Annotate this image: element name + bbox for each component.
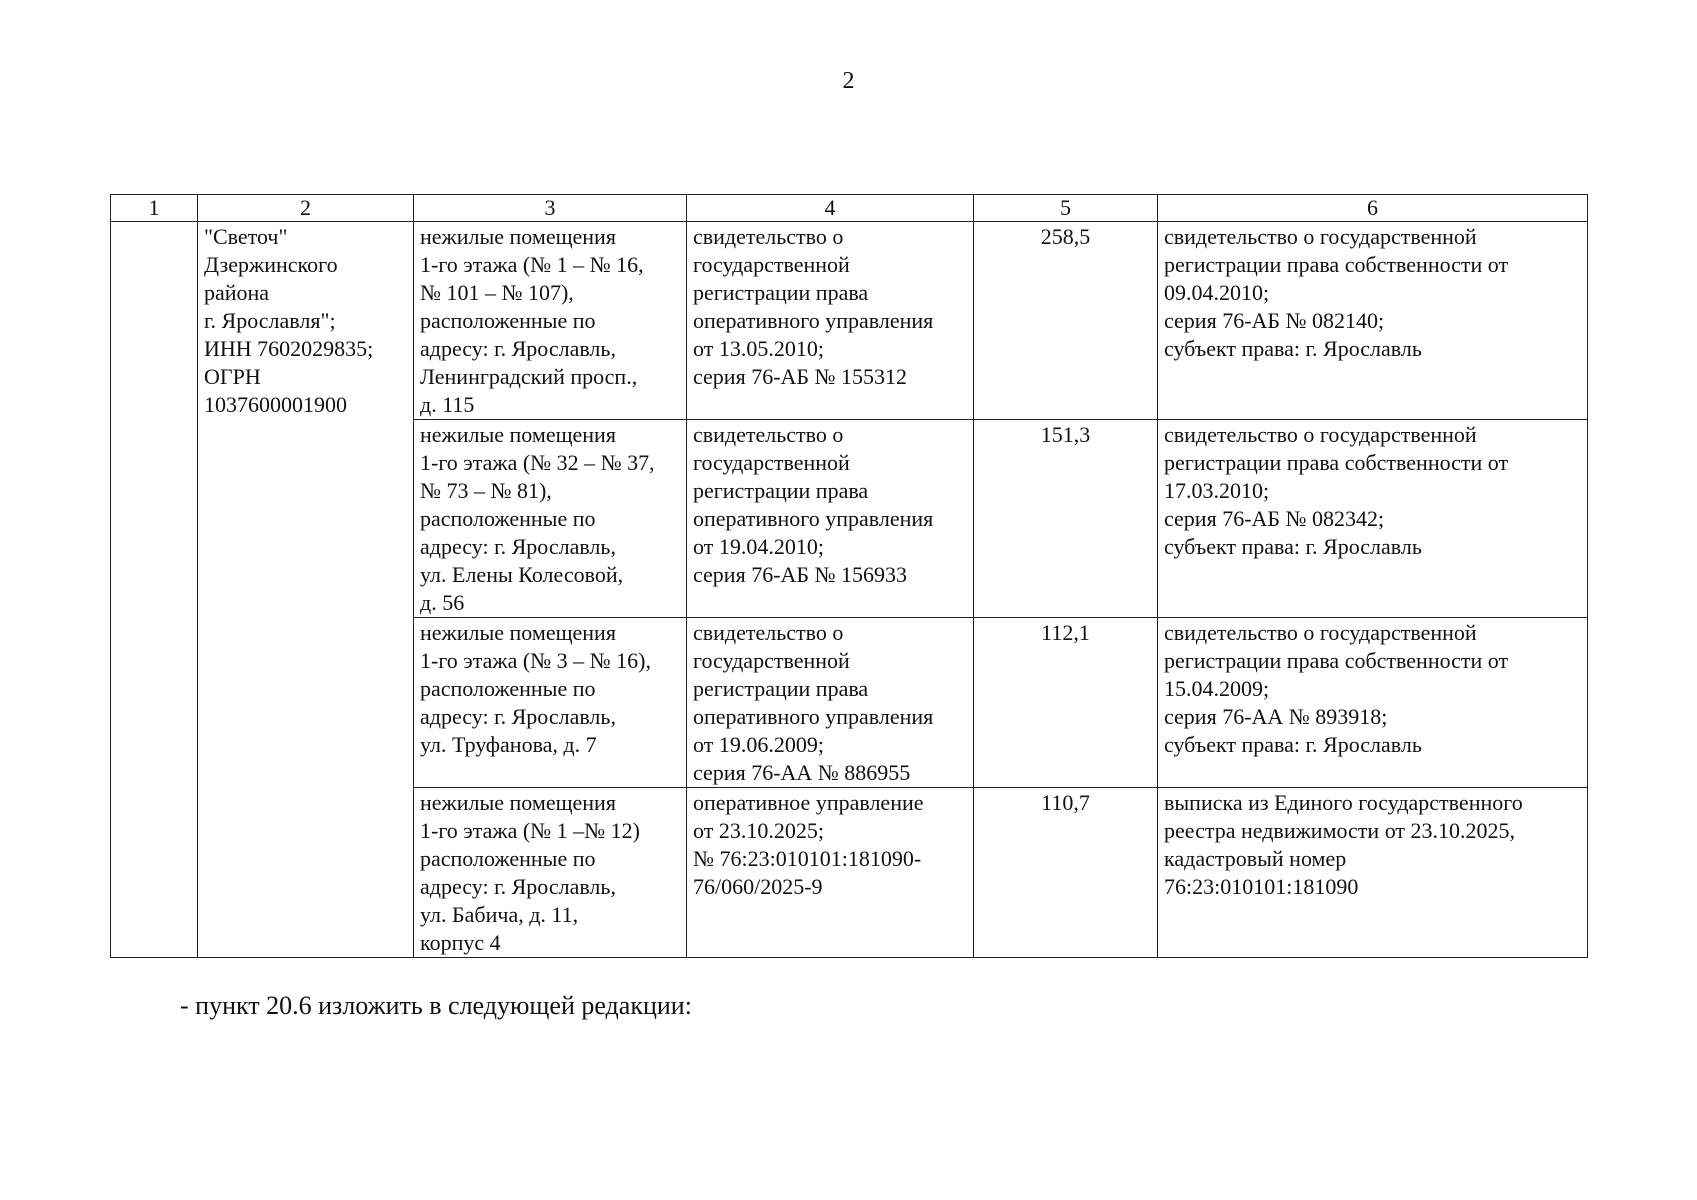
basis-line: регистрации права (693, 676, 869, 701)
premises-line: Ленинградский просп., (420, 364, 638, 389)
basis-cell (687, 420, 974, 618)
premises-line: ул. Елены Колесовой, (420, 562, 624, 587)
basis-cell (687, 788, 974, 958)
organization-line: ОГРН (204, 364, 261, 389)
organization-line: г. Ярославля"; (204, 308, 336, 333)
basis-line: оперативное управление (693, 790, 924, 815)
basis-line: оперативного управления (693, 506, 934, 531)
basis-line: оперативного управления (693, 704, 934, 729)
premises-line: № 73 – № 81), (420, 478, 552, 503)
premises-line: нежилые помещения (420, 620, 616, 645)
ownership-cell (1158, 788, 1588, 958)
basis-line: государственной (693, 648, 850, 673)
ownership-cell (1158, 618, 1588, 788)
organization-cell (198, 222, 414, 958)
premises-cell (414, 222, 687, 420)
ownership-line: кадастровый номер (1164, 846, 1347, 871)
basis-line: свидетельство о (693, 422, 844, 447)
premises-line: 1-го этажа (№ 1 – № 16, (420, 252, 644, 277)
table-row (111, 222, 1588, 420)
ownership-line: регистрации права собственности от (1164, 450, 1509, 475)
ownership-line: выписка из Единого государственного (1164, 790, 1523, 815)
premises-line: 1-го этажа (№ 32 – № 37, (420, 450, 655, 475)
premises-line: ул. Бабича, д. 11, (420, 902, 579, 927)
ownership-line: регистрации права собственности от (1164, 252, 1509, 277)
ownership-line: серия 76-АА № 893918; (1164, 704, 1388, 729)
ownership-line: субъект права: г. Ярославль (1164, 336, 1422, 361)
column-header: 2 (198, 195, 414, 222)
basis-line: от 19.06.2009; (693, 732, 824, 757)
organization-line: ИНН 7602029835; (204, 336, 374, 361)
property-table (110, 194, 1588, 958)
premises-line: адресу: г. Ярославль, (420, 704, 616, 729)
organization-line: "Светоч" (204, 224, 288, 249)
ownership-line: свидетельство о государственной (1164, 224, 1477, 249)
premises-line: 1-го этажа (№ 1 –№ 12) (420, 818, 640, 843)
premises-line: нежилые помещения (420, 422, 616, 447)
premises-cell (414, 420, 687, 618)
amendment-instruction: - пункт 20.6 изложить в следующей редакции: (180, 991, 692, 1020)
premises-cell (414, 618, 687, 788)
basis-line: регистрации права (693, 478, 869, 503)
organization-line: района (204, 280, 270, 305)
basis-line: государственной (693, 450, 850, 475)
basis-line: от 23.10.2025; (693, 818, 824, 843)
premises-line: нежилые помещения (420, 790, 616, 815)
basis-line: серия 76-АА № 886955 (693, 760, 911, 785)
premises-line: расположенные по (420, 846, 596, 871)
ownership-line: регистрации права собственности от (1164, 648, 1509, 673)
ownership-line: реестра недвижимости от 23.10.2025, (1164, 818, 1516, 843)
ownership-line: 17.03.2010; (1164, 478, 1270, 503)
organization-line: Дзержинского (204, 252, 338, 277)
column-header: 6 (1158, 195, 1588, 222)
area-cell: 258,5 (974, 222, 1158, 420)
ownership-line: 76:23:010101:181090 (1164, 874, 1359, 899)
ownership-line: 09.04.2010; (1164, 280, 1270, 305)
basis-line: серия 76-АБ № 155312 (693, 364, 908, 389)
premises-line: ул. Труфанова, д. 7 (420, 732, 597, 757)
ownership-line: субъект права: г. Ярославль (1164, 534, 1422, 559)
basis-line: серия 76-АБ № 156933 (693, 562, 908, 587)
premises-line: расположенные по (420, 308, 596, 333)
ownership-cell (1158, 420, 1588, 618)
premises-line: адресу: г. Ярославль, (420, 534, 616, 559)
basis-line: от 19.04.2010; (693, 534, 824, 559)
page-number: 2 (842, 68, 855, 94)
basis-line: свидетельство о (693, 224, 844, 249)
ownership-line: 15.04.2009; (1164, 676, 1270, 701)
area-cell: 112,1 (974, 618, 1158, 788)
premises-line: № 101 – № 107), (420, 280, 574, 305)
premises-line: корпус 4 (420, 930, 501, 955)
ownership-line: свидетельство о государственной (1164, 422, 1477, 447)
index-cell (111, 222, 198, 958)
premises-line: адресу: г. Ярославль, (420, 336, 616, 361)
premises-line: д. 56 (420, 590, 465, 615)
premises-line: 1-го этажа (№ 3 – № 16), (420, 648, 651, 673)
column-header: 5 (974, 195, 1158, 222)
basis-cell (687, 618, 974, 788)
ownership-line: субъект права: г. Ярославль (1164, 732, 1422, 757)
premises-line: расположенные по (420, 506, 596, 531)
table-header-row (111, 195, 1588, 222)
basis-line: свидетельство о (693, 620, 844, 645)
premises-line: д. 115 (420, 392, 475, 417)
column-header: 3 (414, 195, 687, 222)
column-header: 1 (111, 195, 198, 222)
basis-line: от 13.05.2010; (693, 336, 824, 361)
area-cell: 110,7 (974, 788, 1158, 958)
ownership-line: серия 76-АБ № 082342; (1164, 506, 1385, 531)
ownership-line: серия 76-АБ № 082140; (1164, 308, 1385, 333)
basis-line: регистрации права (693, 280, 869, 305)
basis-line: оперативного управления (693, 308, 934, 333)
ownership-line: свидетельство о государственной (1164, 620, 1477, 645)
basis-cell (687, 222, 974, 420)
column-header: 4 (687, 195, 974, 222)
organization-line: 1037600001900 (204, 392, 347, 417)
ownership-cell (1158, 222, 1588, 420)
premises-line: нежилые помещения (420, 224, 616, 249)
premises-cell (414, 788, 687, 958)
premises-line: адресу: г. Ярославль, (420, 874, 616, 899)
area-cell: 151,3 (974, 420, 1158, 618)
premises-line: расположенные по (420, 676, 596, 701)
basis-line: государственной (693, 252, 850, 277)
basis-line: 76/060/2025-9 (693, 874, 823, 899)
basis-line: № 76:23:010101:181090- (693, 846, 922, 871)
